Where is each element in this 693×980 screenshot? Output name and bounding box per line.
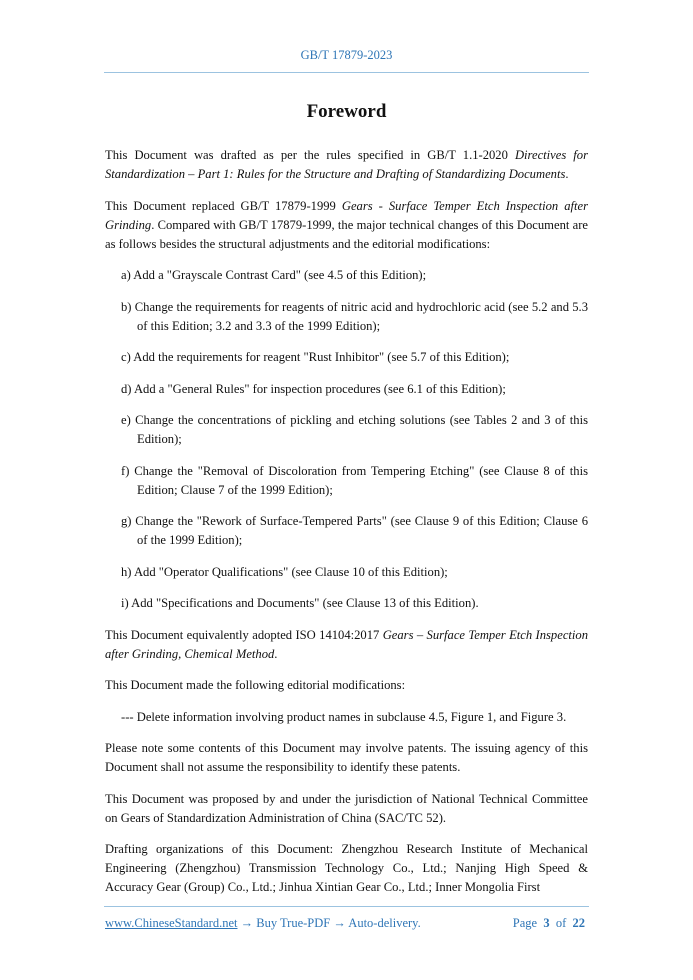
italic-title: Gears – Surface Temper Etch Inspection after Grinding, Chemical Method bbox=[105, 627, 588, 661]
page-title: Foreword bbox=[306, 101, 387, 122]
dash-item: --- Delete information involving product names in subclause 4.5, Figure 1, and Figure 3. bbox=[121, 709, 567, 724]
list-item: a) Add a "Grayscale Contrast Card" (see 4.5 of this Edition); bbox=[121, 268, 427, 282]
paragraph bbox=[105, 626, 588, 664]
footer-divider bbox=[104, 906, 589, 907]
paragraph: Drafting organizations of this Document: Zhengzhou Research Institute of Mechanical Engineering (Zhengzhou) Transmission Technology Co., Ltd.; Nanjing High Speed & Accuracy Gear (Group) Co., Ltd.; Jinhua Xintian Gear Co., Ltd.; Inner Mongolia First bbox=[105, 842, 588, 894]
text: . bbox=[565, 167, 569, 181]
promo-text: → Buy True-PDF → Auto-delivery. bbox=[237, 916, 421, 930]
text: . bbox=[274, 646, 278, 661]
list-item: b) Change the requirements for reagents of nitric acid and hydrochloric acid (see 5.2 and 5.3 of this Edition; 3.2 and 3.3 of the 1999 Edition); bbox=[121, 299, 588, 333]
list-item: i) Add "Specifications and Documents" (see Clause 13 of this Edition). bbox=[121, 596, 479, 610]
paragraph: This Document made the following editorial modifications: bbox=[105, 678, 406, 692]
list-item: c) Add the requirements for reagent "Rust Inhibitor" (see 5.7 of this Edition); bbox=[121, 350, 510, 364]
header-divider bbox=[104, 72, 589, 73]
list-item: f) Change the "Removal of Discoloration from Tempering Etching" (see Clause 8 of this Edition; Clause 7 of the 1999 Edition); bbox=[121, 463, 588, 497]
website-link[interactable]: www.ChineseStandard.net bbox=[105, 916, 238, 930]
page-indicator bbox=[513, 916, 585, 931]
paragraph bbox=[105, 146, 588, 184]
list-item: h) Add "Operator Qualifications" (see Clause 10 of this Edition); bbox=[121, 564, 448, 579]
of-label: of bbox=[555, 916, 567, 930]
italic-title: Gears - Surface Temper Etch Inspection after Grinding bbox=[105, 198, 588, 232]
footer bbox=[105, 916, 585, 931]
text: . Compared with GB/T 17879-1999, the major technical changes of this Document are as follows besides the structural adjustments and the editorial modifications: bbox=[105, 217, 588, 251]
page-label: Page bbox=[512, 916, 538, 930]
paragraph: This Document was proposed by and under the jurisdiction of National Technical Committee on Gears of Standardization Administration of China (SAC/TC 52). bbox=[105, 791, 588, 825]
paragraph: Please note some contents of this Document may involve patents. The issuing agency of this Document shall not assume the responsibility to identify these patents. bbox=[105, 741, 588, 774]
page-current: 3 bbox=[543, 916, 550, 930]
text: This Document replaced GB/T 17879-1999 bbox=[105, 198, 342, 213]
header-doc-number: GB/T 17879-2023 bbox=[300, 48, 393, 62]
italic-title: Directives for Standardization – Part 1: Rules for the Structure and Drafting of Standardizing Documents bbox=[105, 148, 588, 181]
text: This Document equivalently adopted ISO 14104:2017 bbox=[105, 627, 383, 642]
list-item: d) Add a "General Rules" for inspection procedures (see 6.1 of this Edition); bbox=[121, 381, 506, 396]
page-total: 22 bbox=[572, 916, 585, 930]
text: This Document was drafted as per the rules specified in GB/T 1.1-2020 bbox=[105, 148, 515, 162]
list-item: g) Change the "Rework of Surface-Tempered Parts" (see Clause 9 of this Edition; Clause 6 of the 1999 Edition); bbox=[121, 514, 588, 547]
list-item: e) Change the concentrations of pickling and etching solutions (see Tables 2 and 3 of this Edition); bbox=[121, 413, 588, 446]
paragraph bbox=[105, 197, 588, 254]
document-body bbox=[105, 146, 588, 910]
